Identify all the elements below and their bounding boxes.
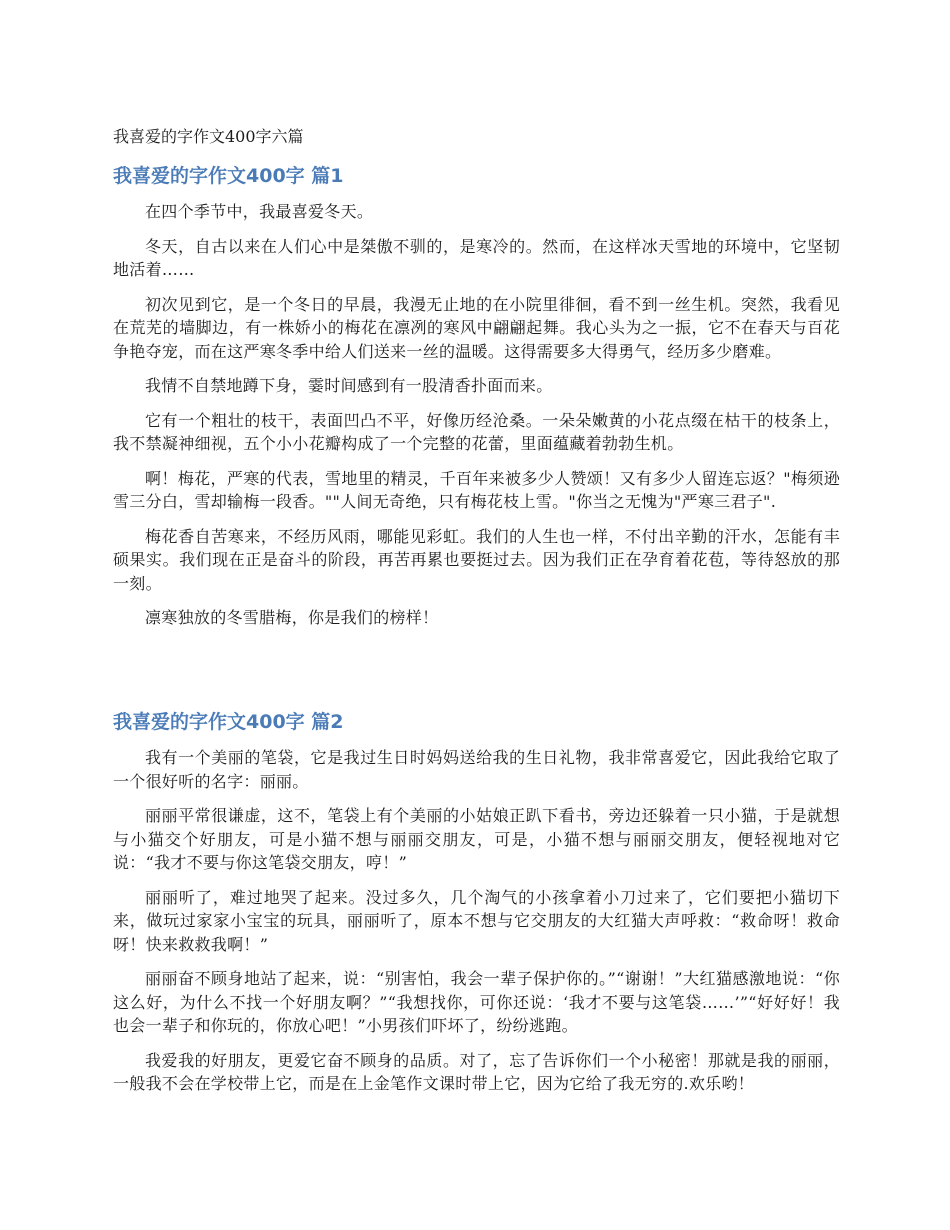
essay-section-1: [113, 164, 840, 641]
paragraph: 丽丽奋不顾身地站了起来，说：“别害怕，我会一辈子保护你的。”“谢谢！”大红猫感激地说：“你这么好，为什么不找一个好朋友啊？”“我想找你，可你还说：‘我才不要与这笔袋……’”“好好好！我也会一辈子和你玩的，你放心吧！”小男孩们吓坏了，纷纷逃跑。: [113, 969, 840, 1035]
essay-section-2: [113, 710, 840, 1107]
document-title: 我喜爱的字作文400字六篇: [113, 127, 304, 146]
paragraph: 我有一个美丽的笔袋，它是我过生日时妈妈送给我的生日礼物，我非常喜爱它，因此我给它取了一个很好听的名字：丽丽。: [113, 748, 840, 791]
paragraph: 凛寒独放的冬雪腊梅，你是我们的榜样！: [145, 608, 439, 627]
section-heading: 我喜爱的字作文400字 篇1: [113, 165, 344, 187]
paragraph: 它有一个粗壮的枝干，表面凹凸不平，好像历经沧桑。一朵朵嫩黄的小花点缀在枯干的枝条上，我不禁凝神细视，五个小小花瓣构成了一个完整的花蕾，里面蕴藏着勃勃生机。: [113, 410, 840, 453]
paragraph: 我情不自禁地蹲下身，霎时间感到有一股清香扑面而来。: [145, 376, 553, 395]
paragraph: 梅花香自苦寒来，不经历风雨，哪能见彩虹。我们的人生也一样，不付出辛勤的汗水，怎能有丰硕果实。我们现在正是奋斗的阶段，再苦再累也要挺过去。因为我们正在孕育着花苞，等待怒放的那一刻。: [113, 526, 840, 593]
paragraph: 丽丽平常很谦虚，这不，笔袋上有个美丽的小姑娘正趴下看书，旁边还躲着一只小猫，于是就想与小猫交个好朋友，可是小猫不想与丽丽交朋友，可是，小猫不想与丽丽交朋友，便轻视地对它说：“我才不要与你这笔袋交朋友，哼！”: [113, 806, 840, 872]
paragraph: 啊！梅花，严寒的代表，雪地里的精灵，千百年来被多少人赞颂！又有多少人留连忘返？"梅须逊雪三分白，雪却输梅一段香。""人间无奇绝，只有梅花枝上雪。"你当之无愧为"严寒三君子".: [113, 468, 840, 511]
paragraph: 初次见到它，是一个冬日的早晨，我漫无止地的在小院里徘徊，看不到一丝生机。突然，我看见在荒芜的墙脚边，有一株娇小的梅花在凛冽的寒风中翩翩起舞。我心头为之一振，它不在春天与百花争艳夺宠，而在这严寒冬季中给人们送来一丝的温暖。这得需要多大得勇气，经历多少磨难。: [113, 294, 840, 361]
paragraph: 在四个季节中，我最喜爱冬天。: [145, 202, 374, 221]
paragraph: 丽丽听了，难过地哭了起来。没过多久，几个淘气的小孩拿着小刀过来了，它们要把小猫切下来，做玩过家家小宝宝的玩具，丽丽听了，原本不想与它交朋友的大红猫大声呼救：“救命呀！救命呀！快来救救我啊！”: [113, 887, 840, 954]
paragraph: 我爱我的好朋友，更爱它奋不顾身的品质。对了，忘了告诉你们一个小秘密！那就是我的丽丽，一般我不会在学校带上它，而是在上金笔作文课时带上它，因为它给了我无穷的.欢乐哟！: [113, 1050, 840, 1093]
section-heading: 我喜爱的字作文400字 篇2: [113, 711, 344, 733]
paragraph: 冬天，自古以来在人们心中是桀傲不驯的，是寒冷的。然而，在这样冰天雪地的环境中，它坚韧地活着……: [113, 236, 840, 279]
